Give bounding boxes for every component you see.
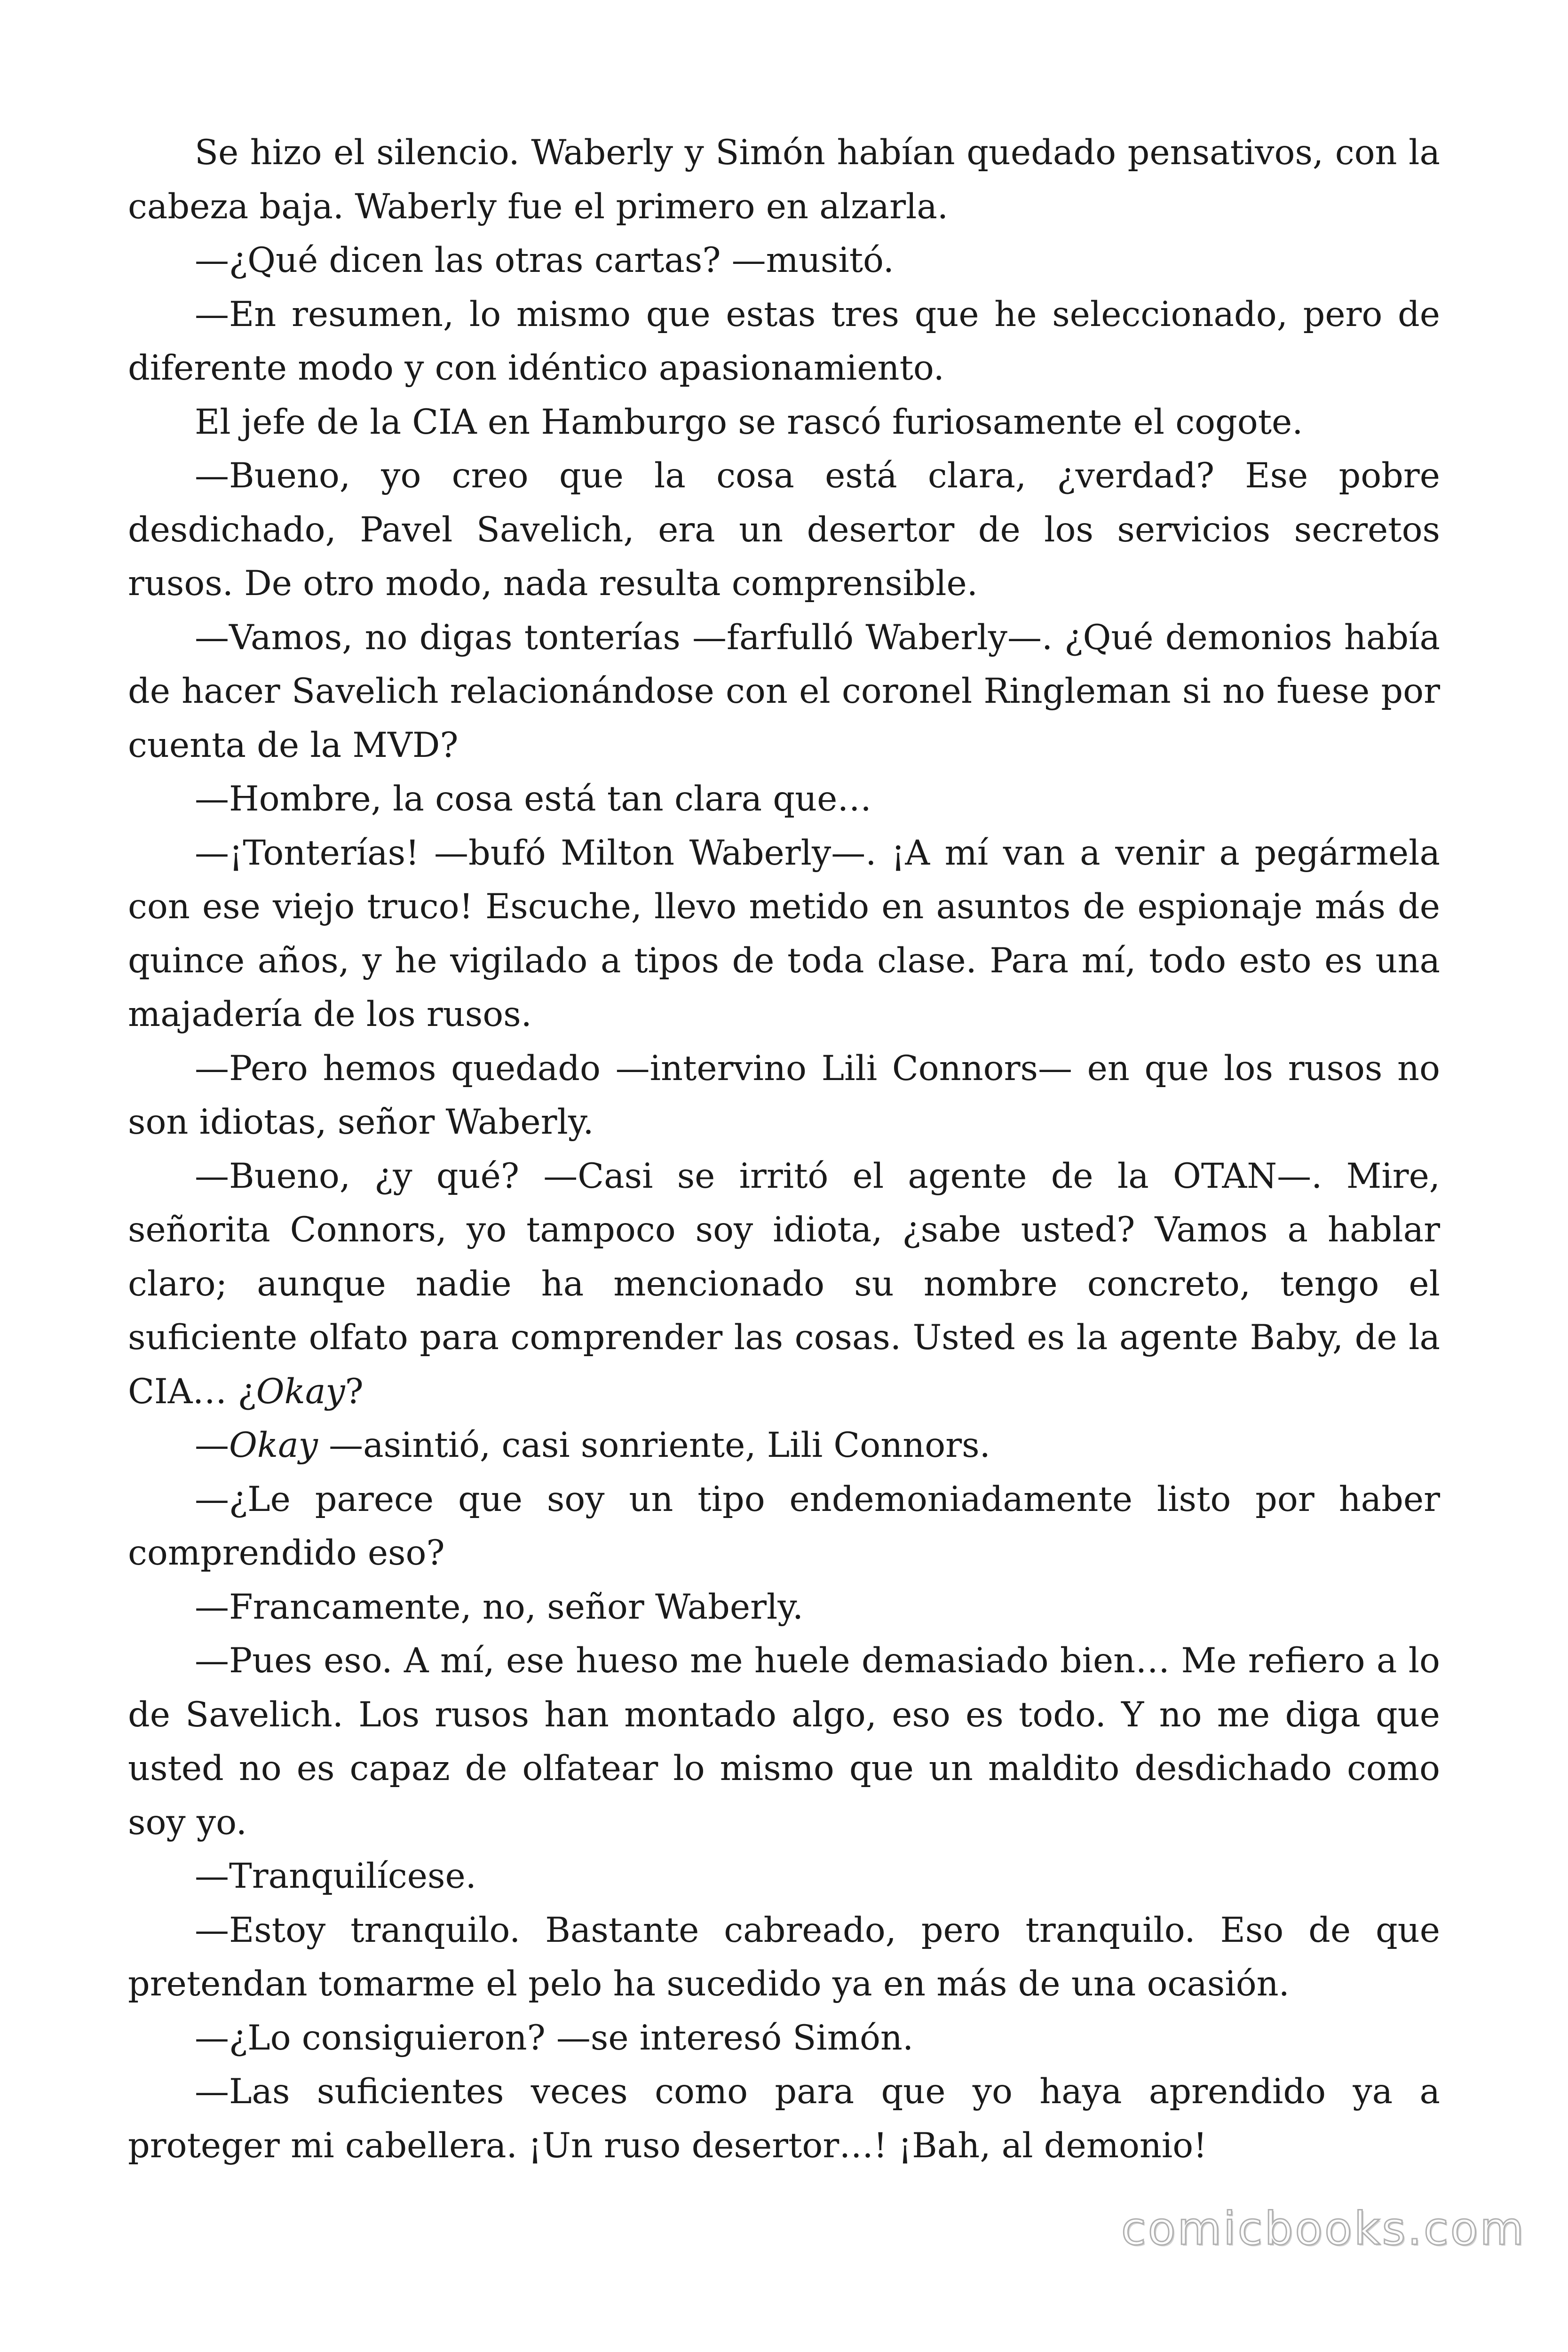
paragraph: [128, 1150, 1440, 1419]
paragraph: —En resumen, lo mismo que estas tres que he seleccionado, pero de diferente modo y con idéntico apasionamiento.: [128, 294, 1440, 388]
paragraph: El jefe de la CIA en Hamburgo se rascó furiosamente el cogote.: [195, 402, 1303, 442]
body-text: [128, 126, 1440, 2173]
paragraph: —Hombre, la cosa está tan clara que…: [195, 779, 872, 819]
paragraph-text: ?: [345, 1371, 364, 1412]
watermark-logo: comicbooks.com: [1121, 2202, 1526, 2255]
paragraph: —Bueno, yo creo que la cosa está clara, ¿verdad? Ese pobre desdichado, Pavel Savelich, era un desertor de los servicios secretos rusos. De otro modo, nada resulta comprensible.: [128, 456, 1440, 604]
paragraph-text: —: [195, 1425, 229, 1465]
paragraph: —¿Le parece que soy un tipo endemoniadamente listo por haber comprendido eso?: [128, 1479, 1440, 1573]
paragraph: —¿Lo consiguieron? —se interesó Simón.: [195, 2018, 914, 2058]
paragraph: —Francamente, no, señor Waberly.: [195, 1587, 804, 1627]
paragraph: [128, 1419, 1440, 1473]
paragraph: Se hizo el silencio. Waberly y Simón habían quedado pensativos, con la cabeza baja. Waberly fue el primero en alzarla.: [128, 133, 1440, 227]
paragraph: —¿Qué dicen las otras cartas? —musitó.: [195, 240, 894, 280]
paragraph-text: —asintió, casi sonriente, Lili Connors.: [317, 1425, 990, 1465]
italic-word: Okay: [256, 1371, 345, 1412]
paragraph: —Tranquilícese.: [195, 1856, 476, 1896]
paragraph: —Estoy tranquilo. Bastante cabreado, pero tranquilo. Eso de que pretendan tomarme el pelo ha sucedido ya en más de una ocasión.: [128, 1910, 1440, 2004]
paragraph: —Vamos, no digas tonterías —farfulló Waberly—. ¿Qué demonios había de hacer Savelich relacionándose con el coronel Ringleman si no fuese por cuenta de la MVD?: [128, 617, 1440, 765]
italic-word: Okay: [229, 1425, 318, 1465]
paragraph: —Pues eso. A mí, ese hueso me huele demasiado bien… Me refiero a lo de Savelich. Los rusos han montado algo, eso es todo. Y no me diga que usted no es capaz de olfatear lo mismo que un maldito desdichado como soy yo.: [128, 1641, 1440, 1843]
paragraph: —Pero hemos quedado —intervino Lili Connors— en que los rusos no son idiotas, señor Waberly.: [128, 1048, 1440, 1142]
paragraph-text: —Bueno, ¿y qué? —Casi se irritó el agente de la OTAN—. Mire, señorita Connors, yo tampoco soy idiota, ¿sabe usted? Vamos a hablar claro; aunque nadie ha mencionado su nombre concreto, tengo el suficiente olfato para comprender las cosas. Usted es la agente Baby, de la CIA… ¿: [128, 1156, 1440, 1412]
paragraph: —¡Tonterías! —bufó Milton Waberly—. ¡A mí van a venir a pegármela con ese viejo truco! Escuche, llevo metido en asuntos de espionaje más de quince años, y he vigilado a tipos de toda clase. Para mí, todo esto es una majadería de los rusos.: [128, 833, 1440, 1034]
paragraph: —Las suficientes veces como para que yo haya aprendido ya a proteger mi cabellera. ¡Un ruso desertor…! ¡Bah, al demonio!: [128, 2072, 1440, 2166]
